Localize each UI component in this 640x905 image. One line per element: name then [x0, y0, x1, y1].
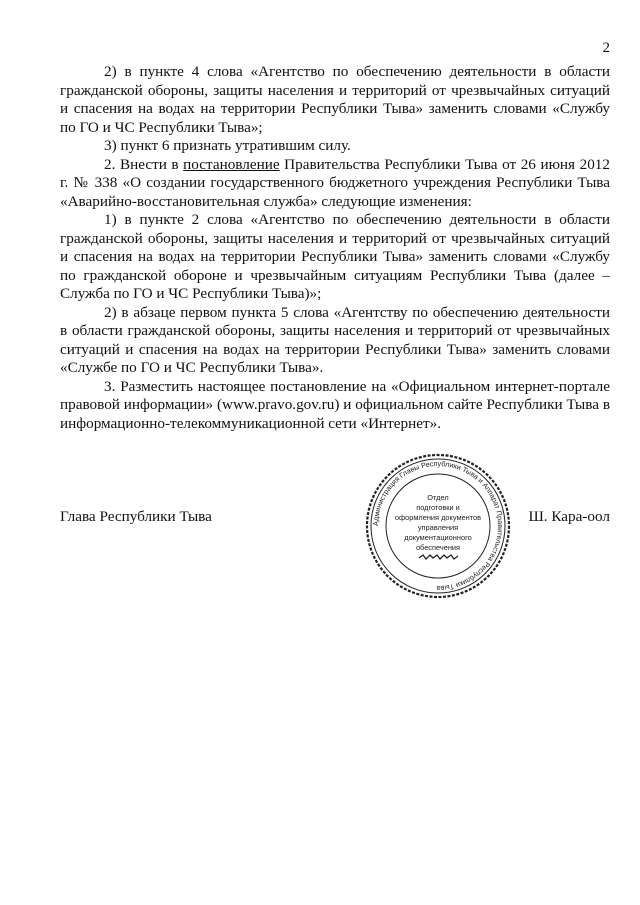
paragraph-suffix: Правительства Республики Тыва от 26 июня 2012 г. № 338 «О создании государственного бюджетного учреждения Республики Тыва «Аварийно-восстановительная служба» следующие изменения:	[60, 155, 610, 210]
page-number: 2	[602, 40, 610, 56]
paragraph-prefix: 2. Внести в	[104, 155, 184, 173]
seal-scribble	[419, 555, 458, 559]
paragraph-amend-resolution-338	[60, 156, 610, 212]
paragraph-item-1-point-2: 1) в пункте 2 слова «Агентство по обеспечению деятельности в области гражданской обороны, защиты населения и территорий от чрезвычайных ситуаций и спасения на водах на территории Республики Тыва» заменить словами «Службу по гражданской обороне и чрезвычайным ситуациям Республики Тыва (далее – Служба по ГО и ЧС Республики Тыва)»;	[60, 211, 610, 302]
official-seal	[363, 452, 513, 600]
seal-line-6: обеспечения	[415, 543, 461, 552]
paragraph-item-2-point-5: 2) в абзаце первом пункта 5 слова «Агентству по обеспечению деятельности в области гражданской обороны, защиты населения и территорий от чрезвычайных ситуаций и спасения на водах на территории Республики Тыва» заменить словами «Службе по ГО и ЧС Республики Тыва».	[60, 303, 610, 376]
seal-line-2: подготовки и	[416, 503, 460, 512]
seal-line-5: документационного	[404, 533, 472, 542]
seal-line-4: управления	[417, 523, 459, 532]
seal-line-3: оформления документов	[394, 513, 482, 522]
seal-graphic	[363, 452, 513, 600]
resolution-link[interactable]: постановление	[183, 155, 280, 173]
paragraph-item-2-point-4: 2) в пункте 4 слова «Агентство по обеспечению деятельности в области гражданской обороны, защиты населения и территорий от чрезвычайных ситуаций и спасения на водах на территории Республики Тыва» заменить словами «Службу по ГО и ЧС Республики Тыва»;	[60, 63, 610, 136]
paragraph-publication: 3. Разместить настоящее постановление на «Официальном интернет-портале правовой информации» (www.pravo.gov.ru) и официальном сайте Республики Тыва в информационно-телекоммуникационной сети «Интернет».	[60, 377, 610, 432]
document-body	[60, 63, 610, 433]
signatory-title: Глава Республики Тыва	[60, 508, 212, 525]
signatory-name: Ш. Кара-оол	[528, 508, 610, 525]
seal-line-1: Отдел	[427, 493, 449, 502]
paragraph-item-3-point-6: 3) пункт 6 признать утратившим силу.	[104, 137, 351, 154]
seal-ring-text: Администрация Главы Республики Тыва и Аппарат Правительства Республики Тыва	[370, 458, 506, 594]
